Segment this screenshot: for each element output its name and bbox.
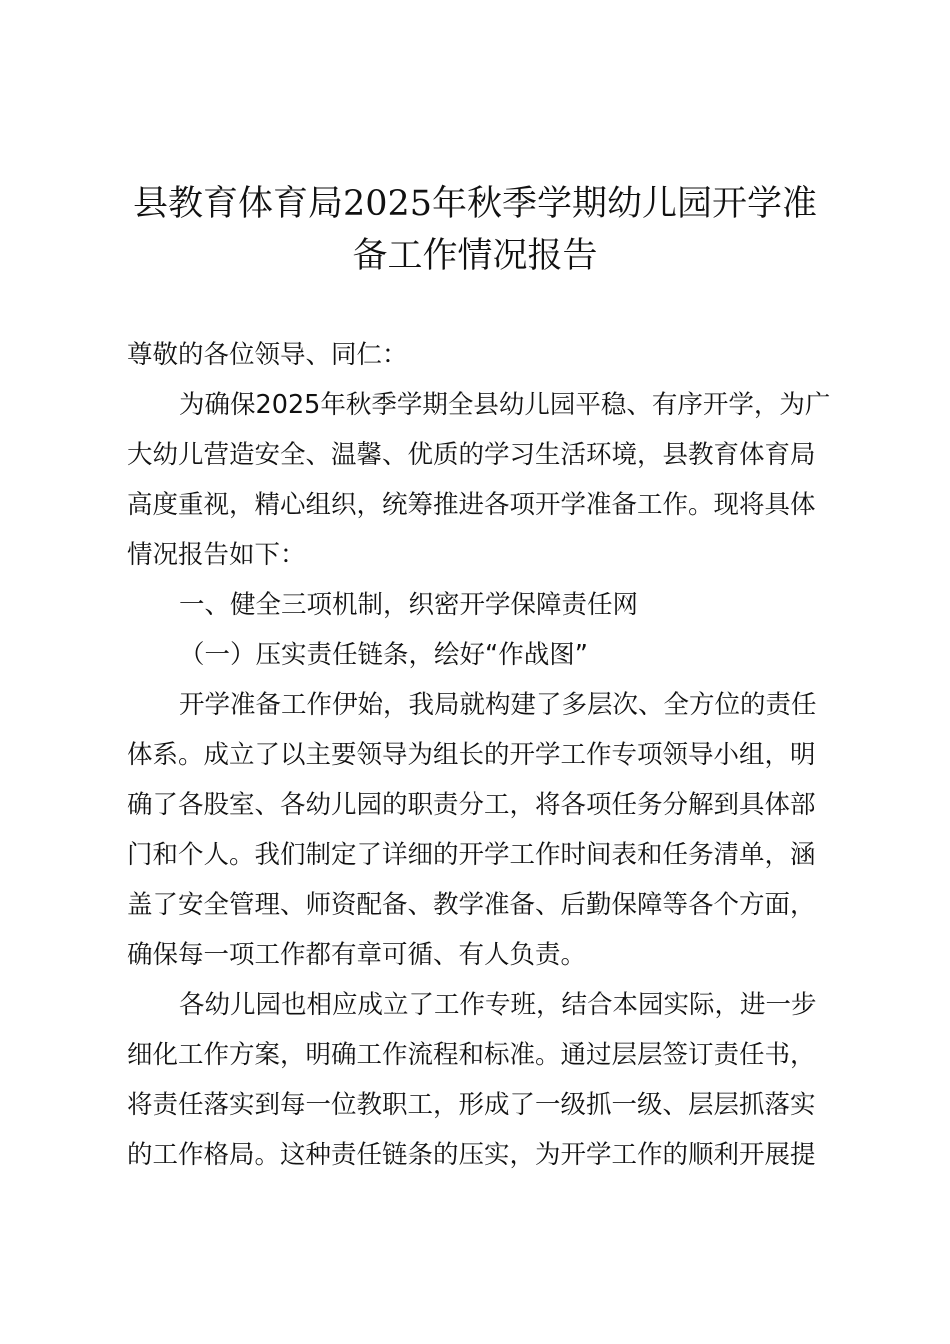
text-line: 门和个人。我们制定了详细的开学工作时间表和任务清单，涵 [127, 840, 816, 870]
text-line: （一）压实责任链条，绘好“作战图” [179, 640, 588, 670]
title-line-1: 县教育体育局2025年秋季学期幼儿园开学准 [132, 184, 818, 224]
text-line: 大幼儿营造安全、温馨、优质的学习生活环境，县教育体育局 [127, 440, 816, 470]
text-line: 一、健全三项机制，织密开学保障责任网 [179, 590, 639, 620]
text-line: 开学准备工作伊始，我局就构建了多层次、全方位的责任 [179, 690, 817, 720]
text-line: 盖了安全管理、师资配备、教学准备、后勤保障等各个方面， [127, 890, 816, 920]
text-line: 情况报告如下： [127, 540, 306, 570]
text-line: 将责任落实到每一位教职工，形成了一级抓一级、层层抓落实 [127, 1090, 816, 1120]
text-line: 高度重视，精心组织，统筹推进各项开学准备工作。现将具体 [127, 490, 816, 520]
document-body [127, 330, 832, 1180]
paragraph-lines [127, 380, 832, 1180]
title-line-2: 备工作情况报告 [352, 236, 598, 276]
text-line: 体系。成立了以主要领导为组长的开学工作专项领导小组，明 [127, 740, 816, 770]
text-line: 确保每一项工作都有章可循、有人负责。 [127, 940, 587, 970]
text-line: 确了各股室、各幼儿园的职责分工，将各项任务分解到具体部 [127, 790, 816, 820]
text-line: 各幼儿园也相应成立了工作专班，结合本园实际，进一步 [179, 990, 817, 1020]
text-line: 为确保2025年秋季学期全县幼儿园平稳、有序开学，为广 [179, 390, 831, 420]
text-line: 的工作格局。这种责任链条的压实，为开学工作的顺利开展提 [127, 1140, 816, 1170]
salutation: 尊敬的各位领导、同仁： [127, 340, 408, 370]
text-line: 细化工作方案，明确工作流程和标准。通过层层签订责任书， [127, 1040, 816, 1070]
document-title [110, 178, 840, 282]
